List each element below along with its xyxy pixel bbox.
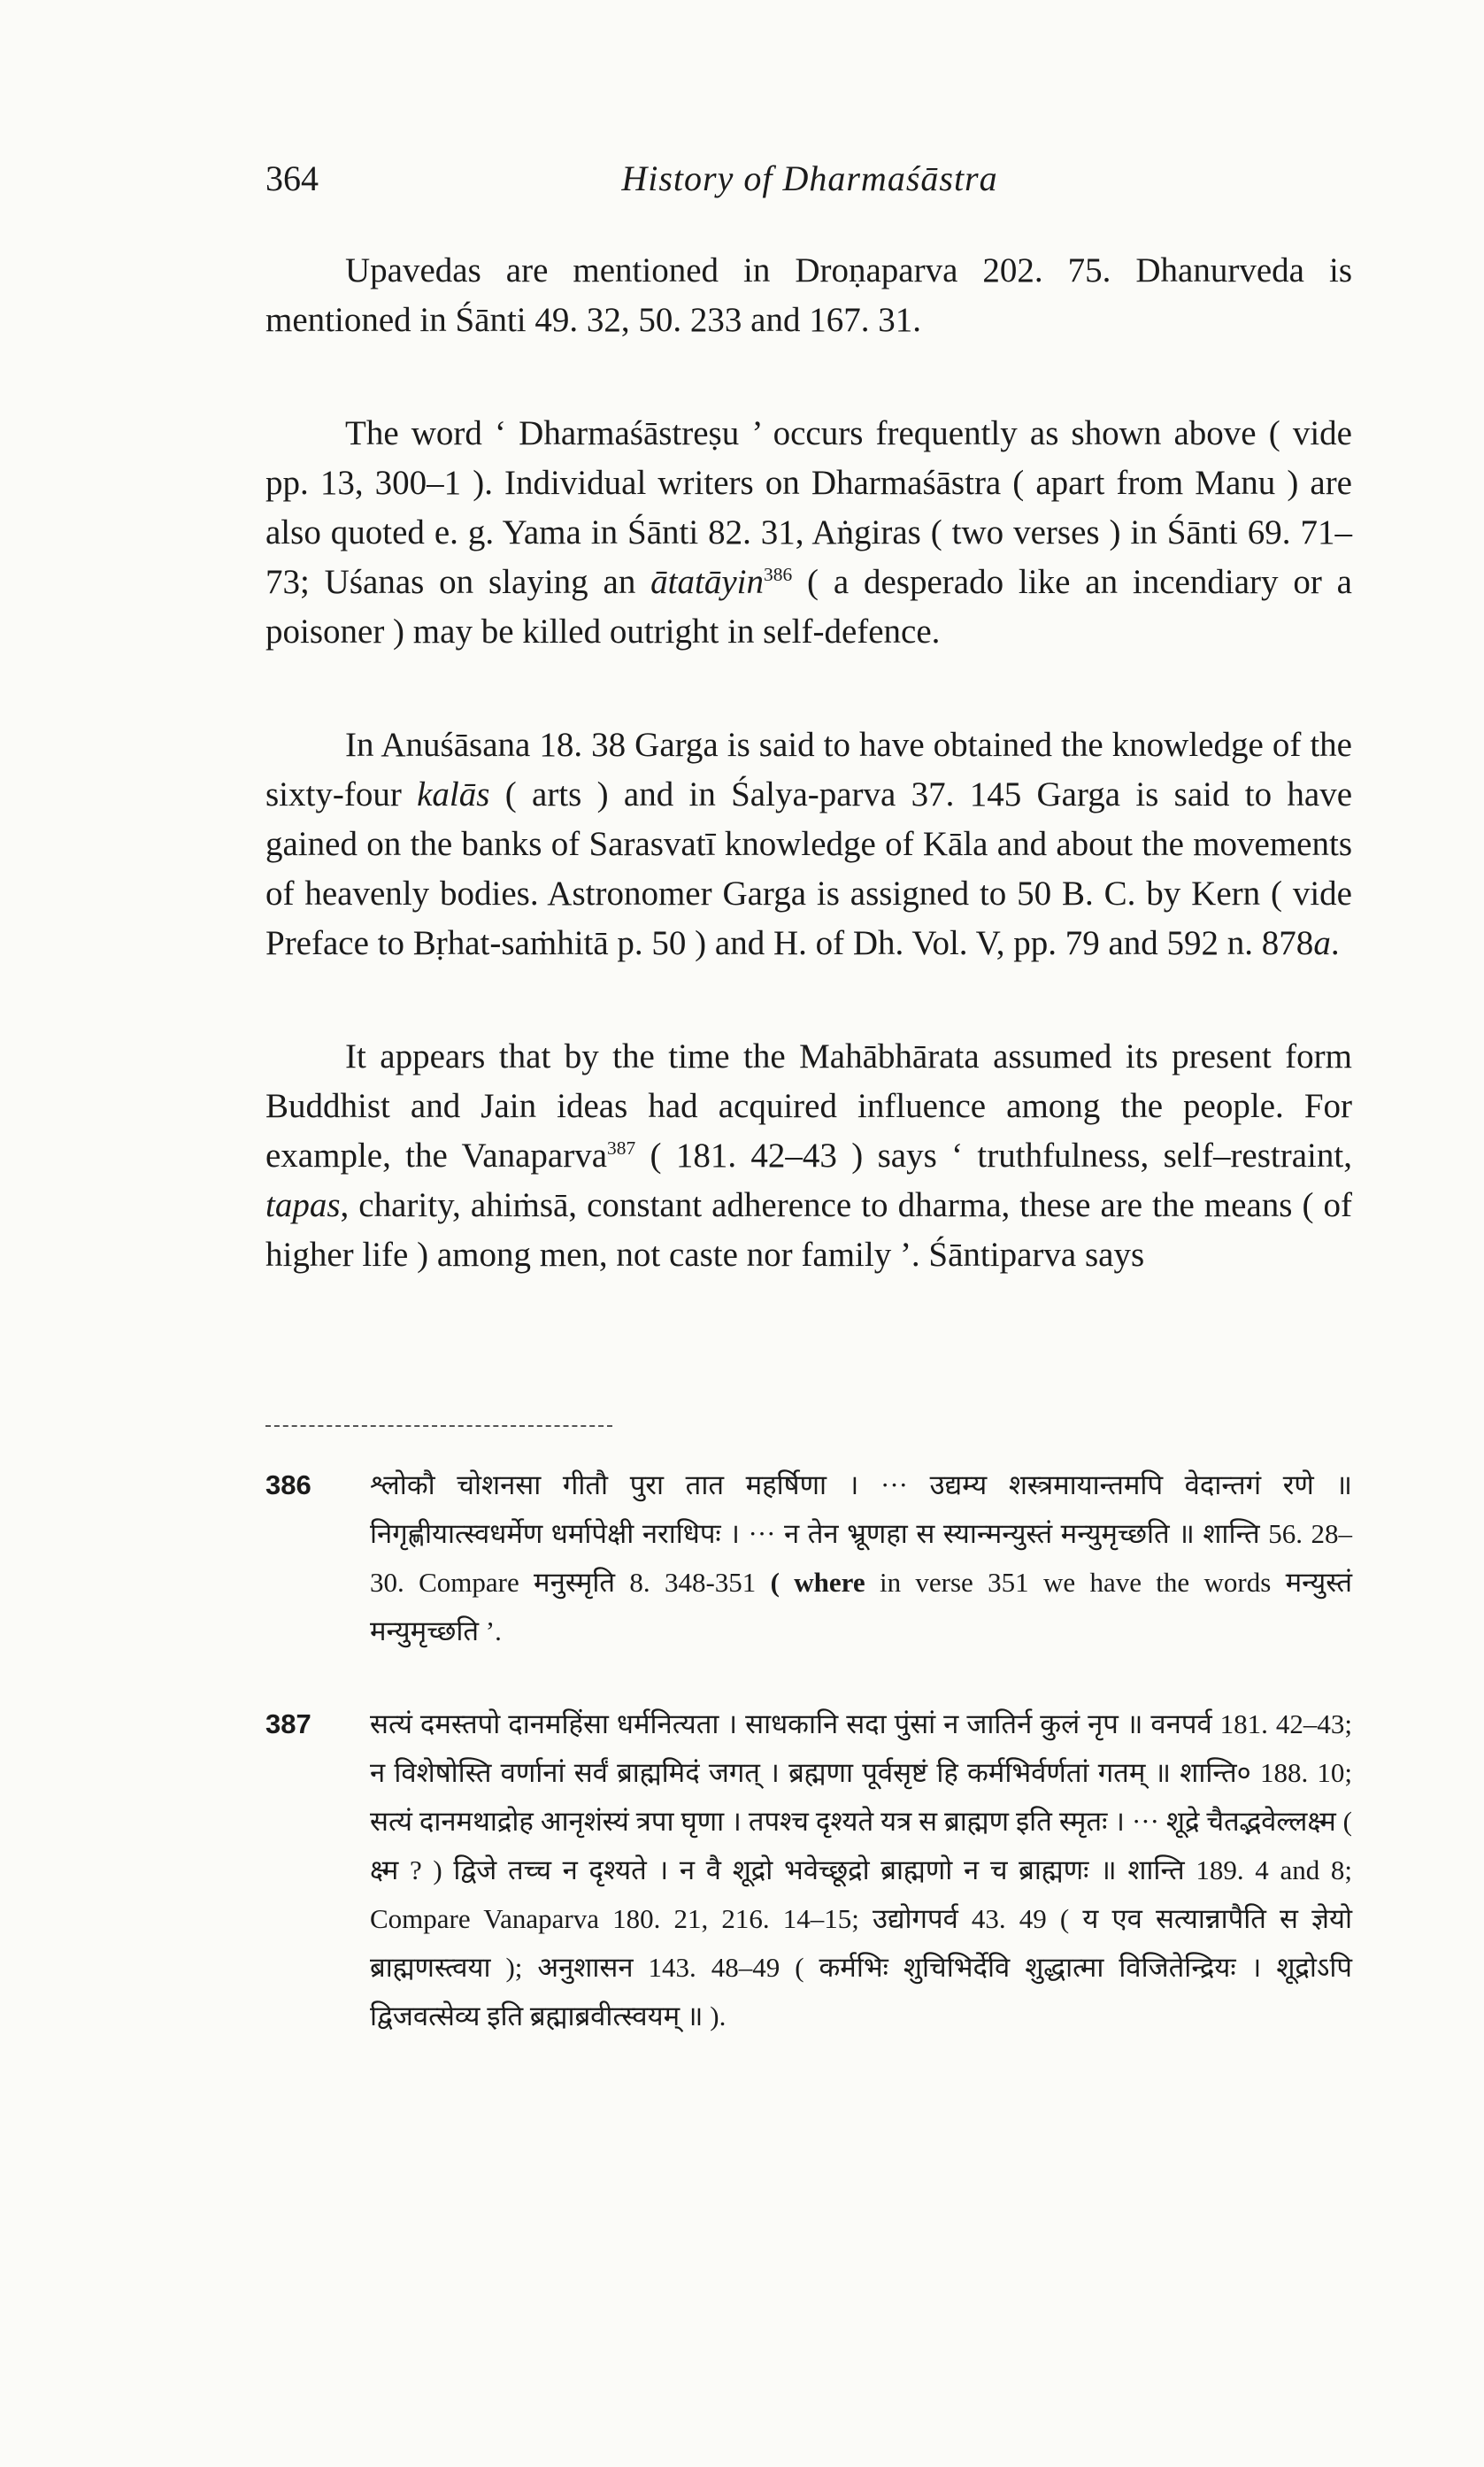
footnote (265, 1700, 1352, 2040)
text-run: सत्यं दमस्तपो दानमहिंसा धर्मनित्यता । साधकानि सदा पुंसां न जातिर्न कुलं नृप ॥ वनपर्व 181. 42–43; न विशेषोस्ति वर्णानां सर्वं ब्राह्ममिदं जगत् । ब्रह्मणा पूर्वसृष्टं हि कर्मभिर्वर्णतां गतम् ॥ शान्ति० 188. 10; सत्यं दानमथाद्रोह आनृशंस्यं त्रपा घृणा । तपश्च दृश्यते यत्र स ब्राह्मण इति स्मृतः । ··· शूद्रे चैतद्भवेल्लक्ष्म ( क्ष्म ? ) द्विजे तच्च न दृश्यते । न वै शूद्रो भवेच्छूद्रो ब्राह्मणो न च ब्राह्मणः ॥ शान्ति 189. 4 and 8; Compare Vanaparva 180. 21, 216. 14–15; उद्योगपर्व 43. 49 ( य एव सत्यान्नापैति स ज्ञेयो ब्राह्मणस्त्वया ); अनुशासन 143. 48–49 ( कर्मभिः शुचिभिर्देवि शुद्धात्मा विजितेन्द्रियः । शूद्रोऽपि द्विजवत्सेव्य इति ब्रह्माब्रवीत्स्वयम् ॥ ). (370, 1708, 1352, 2031)
running-title: History of Dharmaśāstra (621, 158, 998, 198)
footnote-ref: 387 (607, 1137, 636, 1159)
text-run: in verse 351 we have the words मन्युस्तं मन्युमृच्छति ’. (370, 1567, 1352, 1646)
text-run: श्लोकौ चोशनसा गीतौ पुरा तात महर्षिणा । ··· उद्यम्य शस्त्रमायान्तमपि वेदान्तगं रणे ॥ निगृह्णीयात्स्वधर्मेण धर्मापेक्षी नराधिपः । ··· न तेन भ्रूणहा स स्यान्मन्युस्तं मन्युमृच्छति ॥ शान्ति 56. 28–30. Compare मनुस्मृति 8. 348-351 (370, 1469, 1352, 1598)
footnote-number: 386 (265, 1469, 311, 1500)
paragraph (265, 409, 1352, 657)
text-run: Upavedas are mentioned in Droṇaparva 202. 75. Dhanurveda is mentioned in Śānti 49. 32, 50. 233 and 167. 31. (265, 251, 1352, 339)
text-run: . (1330, 924, 1340, 962)
text-run: , charity, ahiṁsā, constant adherence to dharma, these are the means ( of higher life ) among men, not caste nor family ’. Śāntiparva says (265, 1186, 1352, 1274)
text-run: ( arts ) and in Śalya-parva 37. 145 Garga is said to have gained on the banks of Sarasvatī knowledge of Kāla and about the movements of heavenly bodies. Astronomer Garga is assigned to 50 B. C. by Kern ( vide Preface to Bṛhat-saṁhitā p. 50 ) and H. of Dh. Vol. V, pp. 79 and 592 n. 878 (265, 775, 1353, 962)
paragraph (265, 721, 1352, 968)
text-run: ( a desperado like an incendiary or a poisoner ) may be killed outright in self-defence. (265, 563, 1352, 651)
paragraph (265, 246, 1352, 345)
footnote-text (370, 1708, 1352, 2031)
footnote-ref: 386 (764, 564, 793, 585)
footnotes (265, 1461, 1352, 2085)
footnote (265, 1461, 1352, 1655)
page-header (265, 158, 1354, 211)
text-run: ( where (770, 1567, 865, 1598)
footnote-text (370, 1469, 1352, 1646)
text-run: tapas (265, 1186, 341, 1224)
main-text (265, 246, 1352, 1344)
footnote-separator (265, 1425, 612, 1427)
paragraph (265, 1032, 1352, 1280)
text-run: It appears that by the time the Mahābhārata assumed its present form Buddhist and Jain ideas had acquired influence among the people. For example, the Vanaparva (265, 1037, 1352, 1175)
text-run: a (1313, 924, 1331, 962)
page-number: 364 (265, 158, 319, 198)
text-run: In Anuśāsana 18. 38 Garga is said to have obtained the knowledge of the sixty-four (265, 726, 1352, 813)
text-run: ātatāyin (650, 563, 764, 601)
text-run: ( 181. 42–43 ) says ‘ truthfulness, self–restraint, (635, 1137, 1352, 1175)
footnote-number: 387 (265, 1708, 311, 1739)
text-run: kalās (417, 775, 490, 813)
text-run: The word ‘ Dharmaśāstreṣu ’ occurs frequently as shown above ( vide pp. 13, 300–1 ). Individual writers on Dharmaśāstra ( apart from Manu ) are also quoted e. g. Yama in Śānti 82. 31, Aṅgiras ( two verses ) in Śānti 69. 71–73; Uśanas on slaying an (265, 414, 1352, 601)
